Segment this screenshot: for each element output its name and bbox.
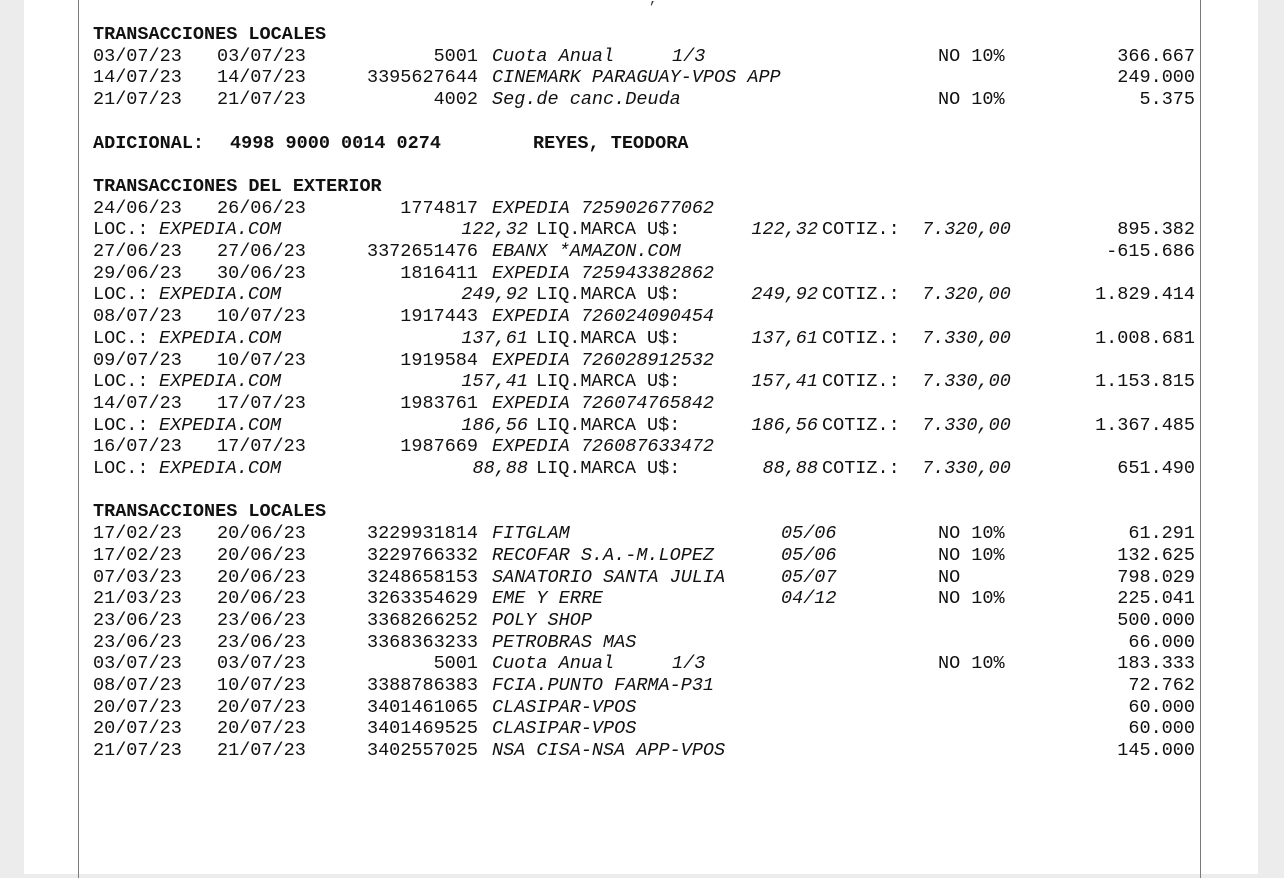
transaction-description: Cuota Anual [492,45,615,67]
reference-number: 3229931814 [366,523,478,545]
reference-number: 3229766332 [366,544,478,566]
transaction-date: 14/07/23 [93,392,182,414]
cotiz-value: 7.330,00 [922,458,1011,479]
transaction-row [0,653,1284,675]
cotiz-label: COTIZ.: [822,414,900,436]
posting-date: 14/07/23 [217,67,306,89]
transaction-row [0,89,1284,111]
usd-amount: 186,56 [461,414,528,436]
cotiz-value: 7.330,00 [922,327,1011,349]
transaction-description: EBANX *AMAZON.COM [492,241,681,262]
top-fragment: , [649,0,658,8]
amount: 145.000 [1117,740,1195,762]
reference-number: 3263354629 [366,588,478,610]
section-title-row [0,24,1284,46]
posting-date: 10/07/23 [217,675,306,696]
cotiz-label: COTIZ.: [822,219,900,241]
posting-date: 23/06/23 [217,631,306,653]
transaction-date: 24/06/23 [93,197,182,219]
transaction-row [0,523,1284,545]
transaction-description: EXPEDIA 725902677062 [492,197,715,219]
transaction-date: 08/07/23 [93,675,182,696]
reference-number: 5001 [433,45,478,67]
amount: 72.762 [1128,675,1195,696]
section-title: TRANSACCIONES LOCALES [93,24,327,45]
reference-number: 3401461065 [366,696,478,718]
transaction-date: 09/07/23 [93,349,182,371]
transaction-row [0,46,1284,68]
posting-date: 20/07/23 [217,696,306,718]
reference-number: 3372651476 [366,241,478,262]
cotiz-value: 7.320,00 [922,219,1011,241]
amount: 132.625 [1117,544,1195,566]
transaction-date: 08/07/23 [93,306,182,328]
cotiz-label: COTIZ.: [822,284,900,306]
location-value: EXPEDIA.COM [159,327,282,349]
usd-amount: 122,32 [461,219,528,241]
transaction-date: 03/07/23 [93,45,182,67]
transaction-row [0,198,1284,220]
transaction-description: NSA CISA-NSA APP-VPOS [492,740,726,762]
section-title: TRANSACCIONES LOCALES [93,501,327,523]
installment-number: 05/07 [781,566,837,588]
reference-number: 3368363233 [366,631,478,653]
transaction-description: PETROBRAS MAS [492,631,637,653]
location-value: EXPEDIA.COM [159,458,282,479]
posting-date: 20/07/23 [217,718,306,740]
location-value: EXPEDIA.COM [159,284,282,306]
amount: 60.000 [1128,696,1195,718]
amount: 66.000 [1128,631,1195,653]
tax-code: NO [938,566,961,588]
reference-number: 1774817 [400,197,478,219]
reference-number: 3368266252 [366,609,478,631]
cotiz-value: 7.330,00 [922,371,1011,393]
amount: 60.000 [1128,718,1195,740]
reference-number: 4002 [433,89,478,111]
amount: 249.000 [1117,67,1195,89]
transaction-row [0,350,1284,372]
posting-date: 03/07/23 [217,653,306,675]
conversion-row [0,284,1284,306]
transaction-date: 17/02/23 [93,523,182,545]
amount: 798.029 [1117,566,1195,588]
posting-date: 17/07/23 [217,436,306,458]
liq-marca-label: LIQ.MARCA U$: [536,414,681,436]
adicional-card-number: 4998 9000 0014 0274 [230,132,441,154]
posting-date: 21/07/23 [217,89,306,111]
transaction-description: CLASIPAR-VPOS [492,696,637,718]
liq-marca-label: LIQ.MARCA U$: [536,219,681,241]
liq-marca-value: 88,88 [762,458,818,479]
transaction-description: Cuota Anual [492,653,615,675]
transaction-description: RECOFAR S.A.-M.LOPEZ [492,544,715,566]
conversion-row [0,415,1284,437]
liq-marca-value: 137,61 [751,327,818,349]
amount: 1.153.815 [1095,371,1195,393]
reference-number: 1816411 [400,262,478,284]
transaction-description: EXPEDIA 725943382862 [492,262,715,284]
liq-marca-value: 157,41 [751,371,818,393]
tax-code: NO 10% [938,588,1005,610]
posting-date: 20/06/23 [217,523,306,545]
transaction-date: 17/02/23 [93,544,182,566]
transaction-date: 03/07/23 [93,653,182,675]
location-label: LOC.: [93,458,149,479]
amount: 225.041 [1117,588,1195,610]
installment-number: 1/3 [672,45,706,67]
posting-date: 20/06/23 [217,588,306,610]
transaction-row [0,263,1284,285]
location-label: LOC.: [93,414,149,436]
liq-marca-label: LIQ.MARCA U$: [536,284,681,306]
reference-number: 3401469525 [366,718,478,740]
transaction-description: EXPEDIA 726074765842 [492,392,715,414]
transaction-description: EXPEDIA 726087633472 [492,436,715,458]
usd-amount: 137,61 [461,327,528,349]
transaction-row [0,740,1284,762]
posting-date: 20/06/23 [217,566,306,588]
location-value: EXPEDIA.COM [159,371,282,393]
section-title: TRANSACCIONES DEL EXTERIOR [93,175,382,197]
transaction-row [0,632,1284,654]
conversion-row [0,219,1284,241]
liq-marca-value: 186,56 [751,414,818,436]
section-title-row [0,501,1284,523]
amount: 1.008.681 [1095,327,1195,349]
amount: 1.367.485 [1095,414,1195,436]
transaction-row [0,306,1284,328]
section-title-row [0,176,1284,198]
posting-date: 27/06/23 [217,241,306,262]
usd-amount: 88,88 [472,458,528,479]
transaction-date: 23/06/23 [93,609,182,631]
transaction-date: 20/07/23 [93,696,182,718]
transaction-date: 14/07/23 [93,67,182,89]
transaction-description: SANATORIO SANTA JULIA [492,566,726,588]
installment-number: 04/12 [781,588,837,610]
posting-date: 21/07/23 [217,740,306,762]
tax-code: NO 10% [938,653,1005,675]
transaction-description: EXPEDIA 726028912532 [492,349,715,371]
transaction-description: FCIA.PUNTO FARMA-P31 [492,675,715,696]
liq-marca-label: LIQ.MARCA U$: [536,371,681,393]
location-label: LOC.: [93,284,149,306]
transaction-date: 20/07/23 [93,718,182,740]
transaction-row [0,393,1284,415]
cotiz-label: COTIZ.: [822,371,900,393]
reference-number: 1919584 [400,349,478,371]
transaction-row [0,697,1284,719]
transaction-date: 16/07/23 [93,436,182,458]
tax-code: NO 10% [938,89,1005,111]
amount: 895.382 [1117,219,1195,241]
usd-amount: 157,41 [461,371,528,393]
location-label: LOC.: [93,371,149,393]
posting-date: 10/07/23 [217,349,306,371]
posting-date: 30/06/23 [217,262,306,284]
transaction-row [0,436,1284,458]
transaction-row [0,241,1284,263]
cotiz-value: 7.330,00 [922,414,1011,436]
posting-date: 17/07/23 [217,392,306,414]
posting-date: 03/07/23 [217,45,306,67]
transaction-row [0,675,1284,697]
location-label: LOC.: [93,327,149,349]
transaction-date: 07/03/23 [93,566,182,588]
transaction-date: 21/07/23 [93,89,182,111]
usd-amount: 249,92 [461,284,528,306]
amount: 1.829.414 [1095,284,1195,306]
amount: 651.490 [1117,458,1195,479]
reference-number: 5001 [433,653,478,675]
transaction-row [0,718,1284,740]
location-value: EXPEDIA.COM [159,414,282,436]
transaction-row [0,588,1284,610]
amount: 183.333 [1117,653,1195,675]
cotiz-value: 7.320,00 [922,284,1011,306]
liq-marca-value: 249,92 [751,284,818,306]
tax-code: NO 10% [938,45,1005,67]
transaction-row [0,545,1284,567]
reference-number: 3402557025 [366,740,478,762]
liq-marca-label: LIQ.MARCA U$: [536,327,681,349]
conversion-row [0,371,1284,393]
liq-marca-label: LIQ.MARCA U$: [536,458,681,479]
transaction-date: 27/06/23 [93,241,182,262]
reference-number: 1987669 [400,436,478,458]
installment-number: 05/06 [781,544,837,566]
transaction-date: 23/06/23 [93,631,182,653]
adicional-label: ADICIONAL: [93,132,205,154]
amount: 5.375 [1139,89,1195,111]
installment-number: 1/3 [672,653,706,675]
transaction-row [0,610,1284,632]
reference-number: 3388786383 [366,675,478,696]
posting-date: 10/07/23 [217,306,306,328]
reference-number: 3248658153 [366,566,478,588]
transaction-description: CLASIPAR-VPOS [492,718,637,740]
conversion-row [0,328,1284,350]
transaction-row [0,67,1284,89]
reference-number: 1917443 [400,306,478,328]
transaction-date: 21/07/23 [93,740,182,762]
cotiz-label: COTIZ.: [822,327,900,349]
posting-date: 23/06/23 [217,609,306,631]
amount: 500.000 [1117,609,1195,631]
location-label: LOC.: [93,219,149,241]
posting-date: 26/06/23 [217,197,306,219]
liq-marca-value: 122,32 [751,219,818,241]
location-value: EXPEDIA.COM [159,219,282,241]
conversion-row [0,458,1284,480]
adicional-row [0,133,1284,155]
transaction-description: CINEMARK PARAGUAY-VPOS APP [492,67,781,89]
transaction-description: FITGLAM [492,523,570,545]
transaction-description: Seg.de canc.Deuda [492,89,681,111]
adicional-cardholder-name: REYES, TEODORA [533,132,689,154]
installment-number: 05/06 [781,523,837,545]
transaction-date: 29/06/23 [93,262,182,284]
amount: 61.291 [1128,523,1195,545]
transaction-row [0,567,1284,589]
transaction-description: POLY SHOP [492,609,592,631]
amount: -615.686 [1106,241,1195,262]
transaction-date: 21/03/23 [93,588,182,610]
tax-code: NO 10% [938,544,1005,566]
transaction-description: EXPEDIA 726024090454 [492,306,715,328]
cotiz-label: COTIZ.: [822,458,900,479]
amount: 366.667 [1117,45,1195,67]
reference-number: 3395627644 [366,67,478,89]
tax-code: NO 10% [938,523,1005,545]
transaction-description: EME Y ERRE [492,588,604,610]
reference-number: 1983761 [400,392,478,414]
posting-date: 20/06/23 [217,544,306,566]
